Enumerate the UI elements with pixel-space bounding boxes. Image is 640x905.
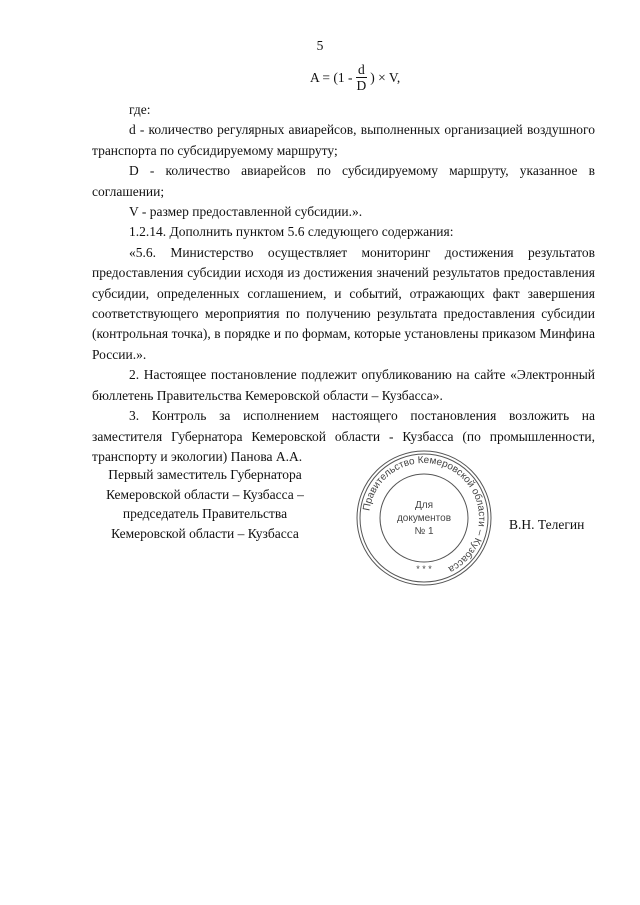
stamp-center-line: № 1 bbox=[414, 526, 434, 537]
signatory-title-line: Кемеровской области – Кузбасса – bbox=[106, 486, 304, 502]
signatory-title-line: Кемеровской области – Кузбасса bbox=[111, 525, 299, 541]
paragraph: D - количество авиарейсов по субсидируемому маршруту, указанное в соглашении; bbox=[92, 163, 595, 199]
formula-denominator: D bbox=[356, 78, 367, 93]
page-number: 5 bbox=[316, 38, 324, 53]
formula-lhs: A = (1 - bbox=[310, 69, 353, 85]
paragraph: V - размер предоставленной субсидии.». bbox=[129, 204, 363, 220]
stamp-center-line: Для bbox=[414, 500, 434, 511]
paragraph: где: bbox=[129, 102, 151, 117]
formula-rhs: ) × V, bbox=[370, 69, 401, 85]
formula-numerator: d bbox=[357, 62, 365, 77]
stamp-stars: * * * bbox=[416, 564, 432, 574]
stamp-ring-text: Правительство Кемеровской области – Кузбасса bbox=[361, 454, 488, 575]
signatory-title-line: председатель Правительства bbox=[122, 506, 288, 521]
subsidy-formula bbox=[310, 62, 400, 93]
paragraph: «5.6. Министерство осуществляет мониторинг достижения результатов предоставления субсидии исходя из достижения значений результатов предоставления субсидии, определенных соглашением, и событий, отражающих факт завершения соответствующего мероприятия по получению результата предоставления субсидии (контрольная точка), в порядке и по формам, которые установлены приказом Минфина России.». bbox=[92, 244, 595, 362]
stamp-center-line: документов bbox=[396, 513, 452, 524]
signatory-title bbox=[80, 465, 330, 543]
paragraph: 3. Контроль за исполнением настоящего постановления возложить на заместителя Губернатора Кемеровской области - Кузбасса (по промышленности, транспорту и экологии) Панова А.А. bbox=[92, 408, 595, 464]
signatory-name: В.Н. Телегин bbox=[509, 517, 585, 532]
official-stamp bbox=[354, 448, 494, 588]
formula-fraction bbox=[354, 62, 368, 93]
paragraph: d - количество регулярных авиарейсов, выполненных организацией воздушного транспорта по субсидируемому маршруту; bbox=[92, 122, 595, 158]
document-body bbox=[92, 100, 595, 467]
signatory-title-line: Первый заместитель Губернатора bbox=[108, 467, 302, 482]
paragraph: 2. Настоящее постановление подлежит опубликованию на сайте «Электронный бюллетень Правительства Кемеровской области – Кузбасса». bbox=[92, 367, 595, 403]
paragraph: 1.2.14. Дополнить пунктом 5.6 следующего содержания: bbox=[129, 224, 454, 240]
